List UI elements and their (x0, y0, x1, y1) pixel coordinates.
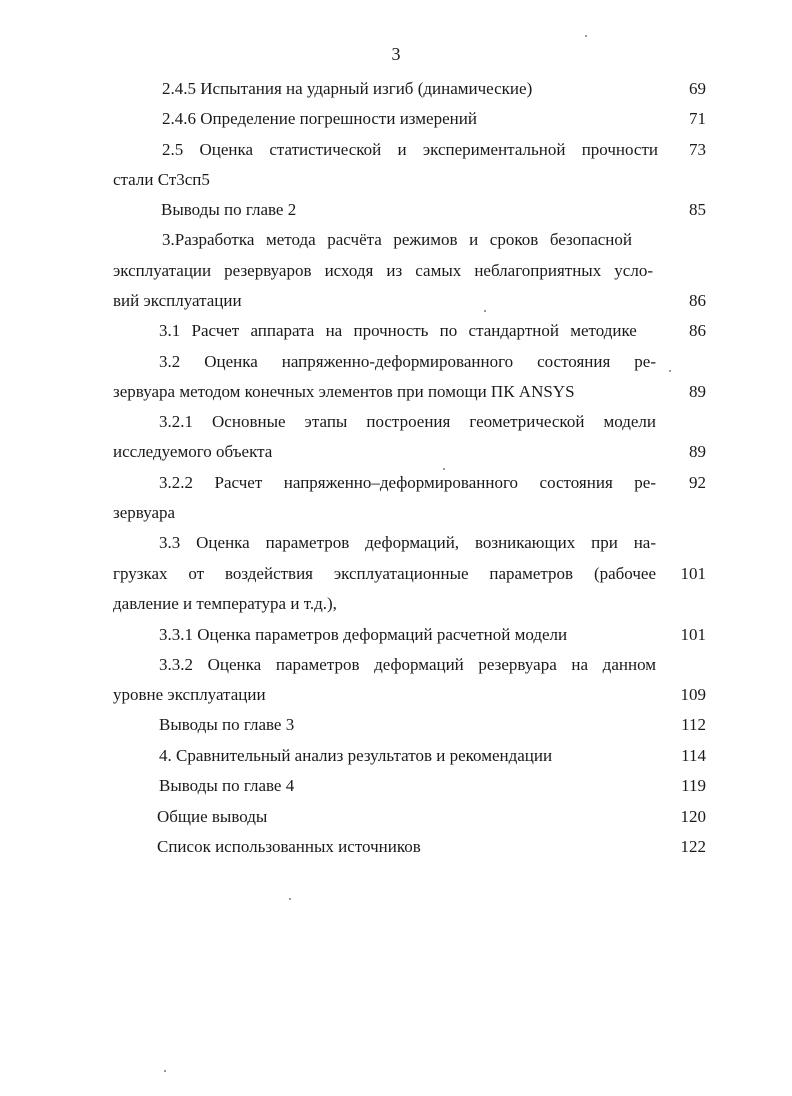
toc-page-3-3-2: 109 (680, 685, 706, 704)
toc-page-2-5: 73 (689, 140, 706, 159)
scan-speck (164, 1070, 166, 1072)
scan-speck (289, 898, 291, 900)
toc-page-3: 86 (689, 291, 706, 310)
toc-entry-3-3-2-line2: уровне эксплуатации (113, 685, 266, 704)
toc-entry-3-2-line1: 3.2 Оценка напряженно-деформированного состояния ре- (159, 352, 656, 371)
toc-page-3-2: 89 (689, 382, 706, 401)
toc-entry-3-3-line3: давление и температура и т.д.), (113, 594, 337, 613)
toc-entry-3-3-2-line1: 3.3.2 Оценка параметров деформаций резервуара на данном (159, 655, 656, 674)
toc-page-3-3: 101 (680, 564, 706, 583)
toc-entry-3-line3: вий эксплуатации (113, 291, 242, 310)
toc-page-conclusions-2: 85 (689, 200, 706, 219)
toc-entry-4: 4. Сравнительный анализ результатов и рекомендации (159, 746, 553, 765)
toc-entry-3-2-1-line1: 3.2.1 Основные этапы построения геометрической модели (159, 412, 656, 431)
toc-page-2-4-5: 69 (689, 79, 706, 98)
scan-speck (484, 310, 486, 312)
toc-page-2-4-6: 71 (689, 109, 706, 128)
toc-page-3-3-1: 101 (680, 625, 706, 644)
scan-speck (443, 468, 445, 470)
toc-entry-3-2-2-line1: 3.2.2 Расчет напряженно–деформированного состояния ре- (159, 473, 656, 492)
toc-page-conclusions-3: 112 (681, 715, 706, 734)
toc-entry-3-2-line2: зервуара методом конечных элементов при помощи ПК ANSYS (113, 382, 575, 401)
toc-entry-2-5-line2: стали Ст3сп5 (113, 170, 210, 189)
scan-speck (585, 35, 587, 37)
toc-entry-general-conclusions: Общие выводы (157, 807, 268, 826)
toc-entry-conclusions-4: Выводы по главе 4 (159, 776, 295, 795)
toc-entry-3-line2: эксплуатации резервуаров исходя из самых неблагоприятных усло- (113, 261, 653, 280)
toc-entry-3-3-1: 3.3.1 Оценка параметров деформаций расчетной модели (159, 625, 568, 644)
scan-speck (669, 370, 671, 372)
toc-entry-conclusions-2: Выводы по главе 2 (161, 200, 297, 219)
toc-page-references: 122 (680, 837, 706, 856)
toc-page-3-1: 86 (689, 321, 706, 340)
toc-entry-3-3-line2: грузках от воздействия эксплуатационные параметров (рабочее (113, 564, 656, 583)
toc-page-3-2-1: 89 (689, 442, 706, 461)
toc-entry-3-line1: 3.Разработка метода расчёта режимов и сроков безопасной (162, 230, 632, 249)
toc-entry-3-1: 3.1 Расчет аппарата на прочность по стандартной методике (159, 321, 637, 340)
toc-entry-3-2-2-line2: зервуара (113, 503, 176, 522)
toc-entry-references: Список использованных источников (157, 837, 421, 856)
toc-entry-conclusions-3: Выводы по главе 3 (159, 715, 295, 734)
toc-page-3-2-2: 92 (689, 473, 706, 492)
toc-page-4: 114 (681, 746, 706, 765)
toc-entry-2-4-5: 2.4.5 Испытания на ударный изгиб (динамические) (162, 79, 533, 98)
toc-entry-2-5-line1: 2.5 Оценка статистической и экспериментальной прочности (162, 140, 658, 159)
toc-entry-2-4-6: 2.4.6 Определение погрешности измерений (162, 109, 477, 128)
page-number: 3 (391, 44, 401, 64)
toc-entry-3-3-line1: 3.3 Оценка параметров деформаций, возникающих при на- (159, 533, 656, 552)
toc-page-general-conclusions: 120 (680, 807, 706, 826)
toc-page-conclusions-4: 119 (681, 776, 706, 795)
toc-entry-3-2-1-line2: исследуемого объекта (113, 442, 273, 461)
